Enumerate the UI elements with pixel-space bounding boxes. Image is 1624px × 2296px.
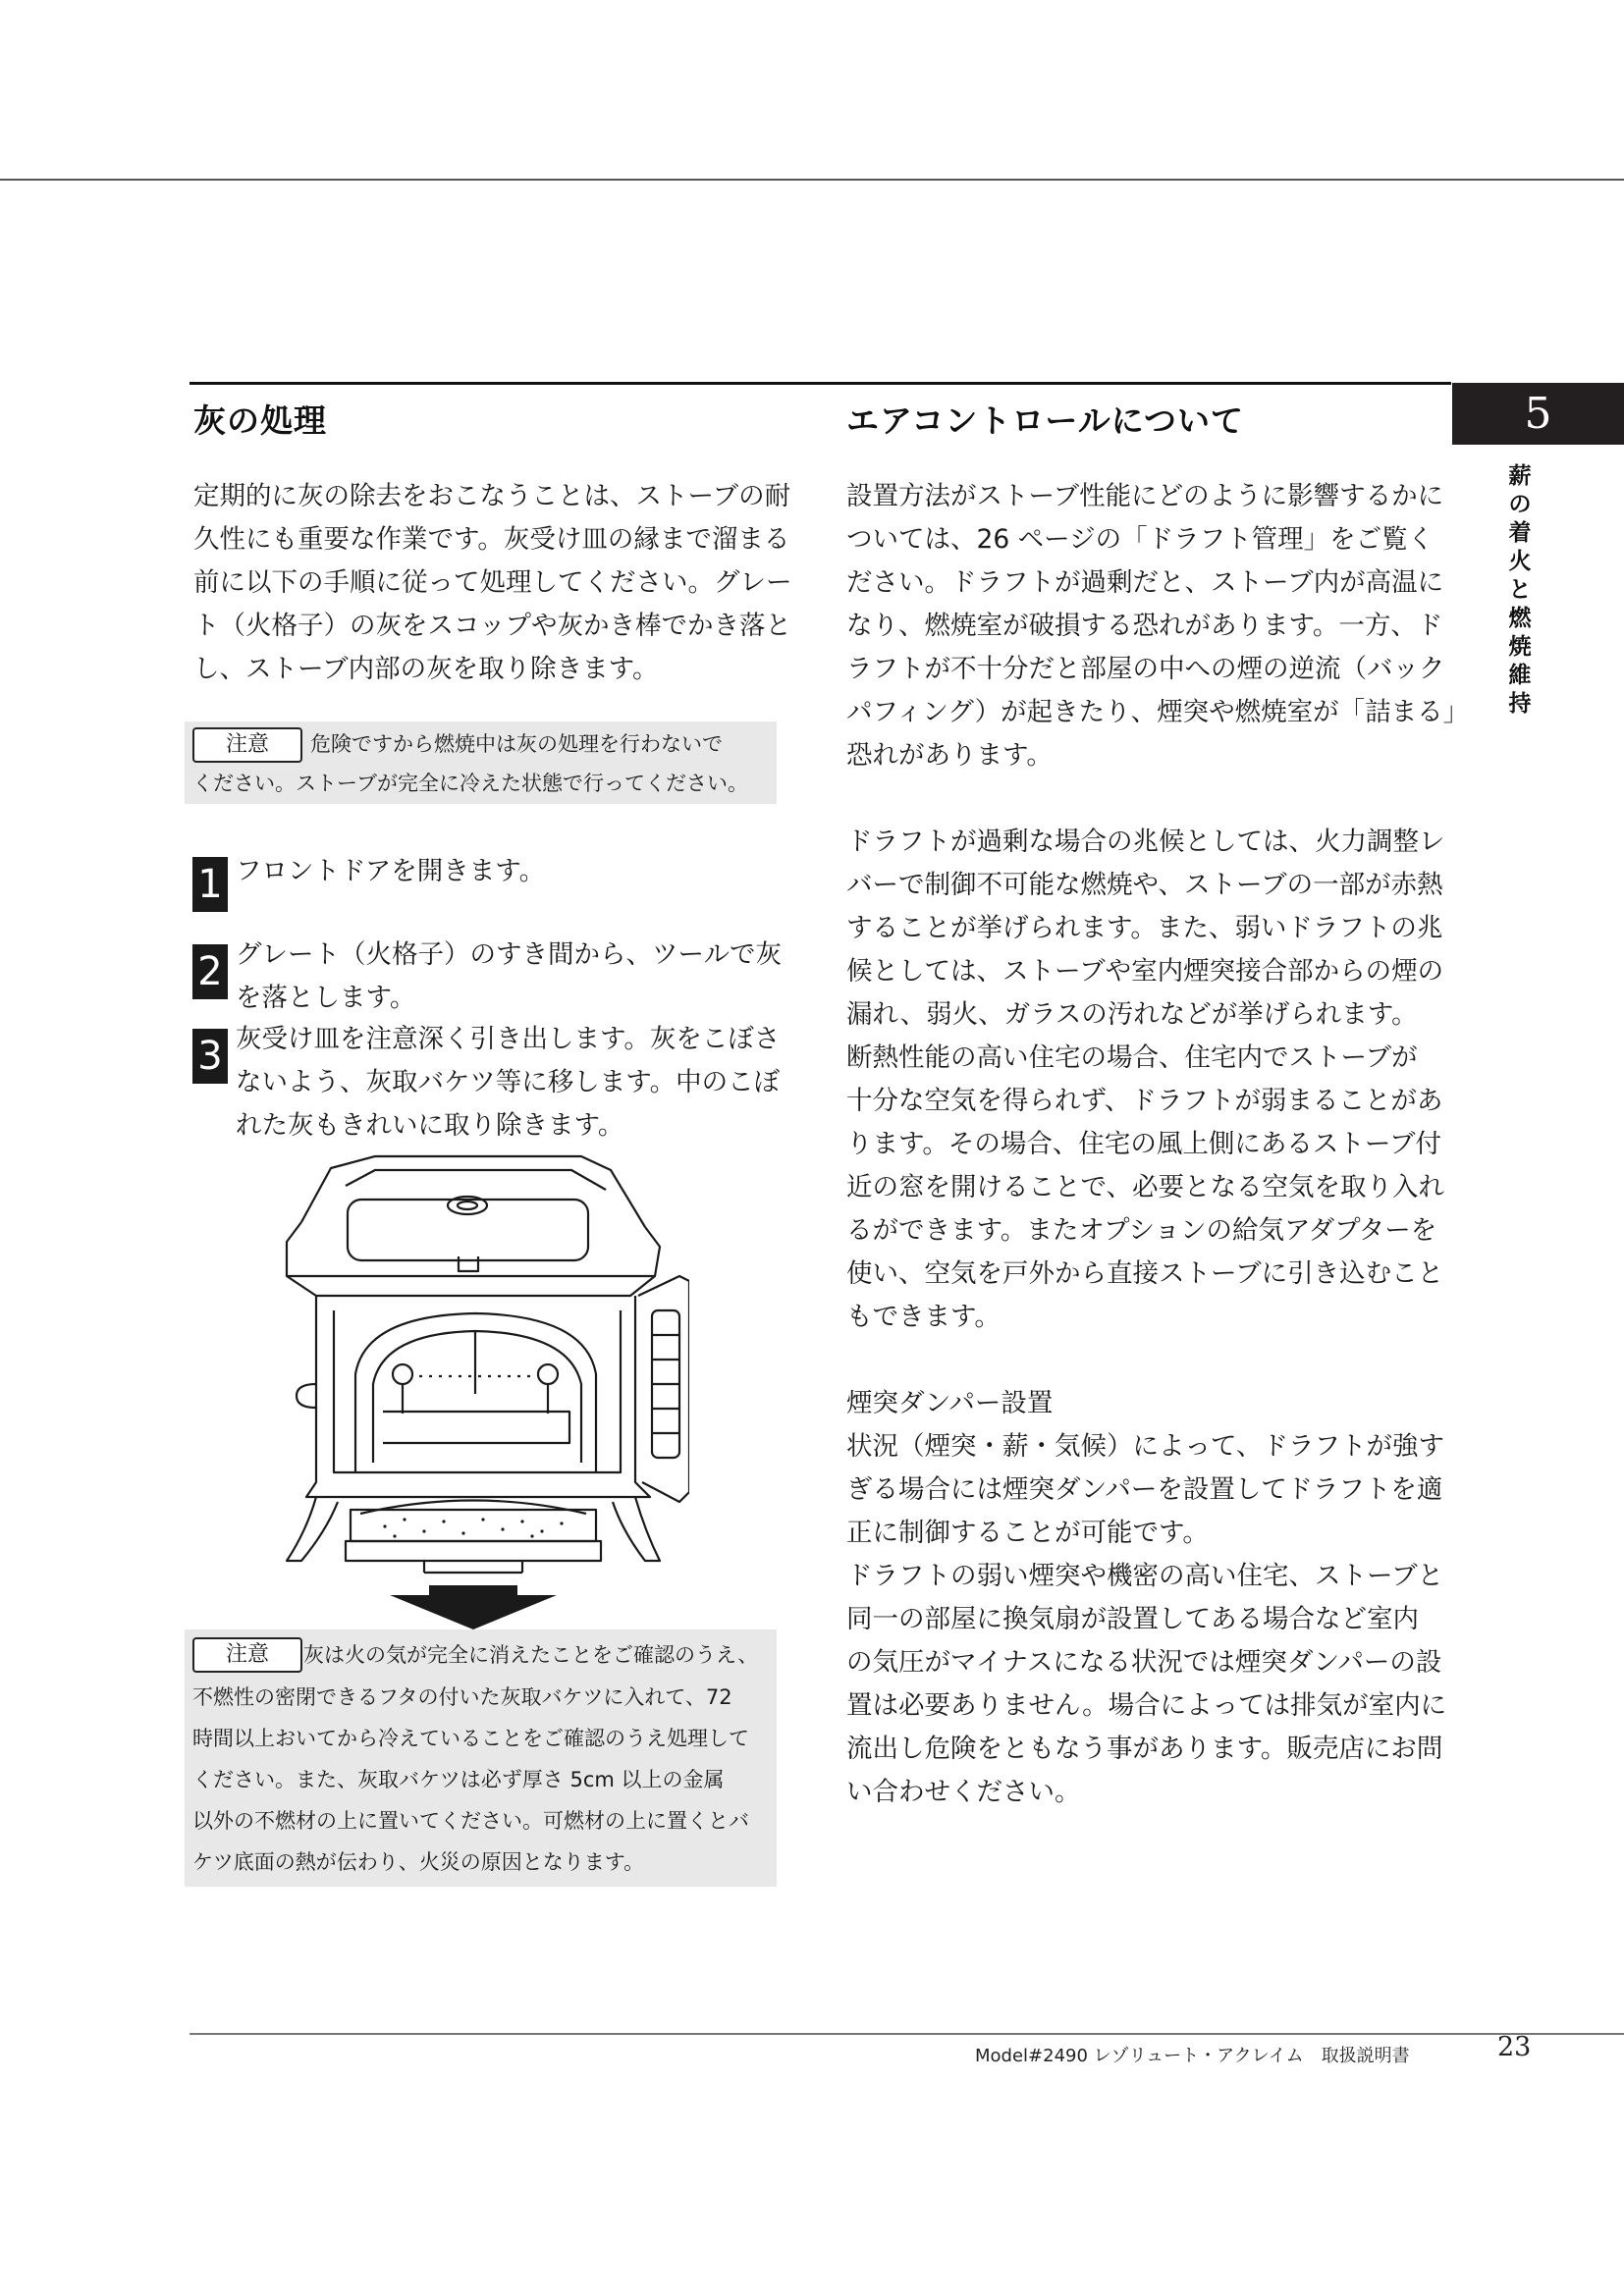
- step-3-text: 灰受け皿を注意深く引き出します。灰をこぼさ ないよう、灰取バケツ等に移します。中のこぼ れた灰もきれいに取り除きます。: [236, 1024, 781, 1141]
- caution-label-2: 注意: [192, 1637, 302, 1673]
- section-title-air-control: エアコントロールについて: [846, 401, 1245, 440]
- header-rule: [189, 382, 1451, 385]
- step-3-number: 3: [192, 1029, 228, 1084]
- air-control-paragraph: 設置方法がストーブ性能にどのように影響するかに ついては、26 ページの「ドラフト管理」をご覧く ださい。ドラフトが過剰だと、ストーブ内が高温に なり、燃焼室が破損する恐れがあります。一方、ド ラフトが不十分だと部屋の中への煙の逆流（バック パフィング）が起きたり、煙突や燃焼室が「詰まる」 恐れがあります。 ドラフトが過剰な場合の兆候としては、火力調整レ バーで制御不可能な燃焼や、ストーブの一部が赤熱 することが挙げられます。また、弱いドラフトの兆 候としては、ストーブや室内煙突接合部からの煙の 漏れ、弱火、ガラスの汚れなどが挙げられます。 断熱性能の高い住宅の場合、住宅内でストーブが 十分な空気を得られず、ドラフトが弱まることがあ ります。その場合、住宅の風上側にあるストーブ付 近の窓を開けることで、必要となる空気を取り入れ るができます。またオプションの給気アダプターを 使い、空気を戸外から直接ストーブに引き込むこと もできます。 煙突ダンパー設置 状況（煙突・薪・気候）によって、ドラフトが強す ぎる場合には煙突ダンパーを設置してドラフトを適 正に制御することが可能です。 ドラフトの弱い煙突や機密の高い住宅、ストーブと 同一の部屋に換気扇が設置してある場合など室内 の気圧がマイナスになる状況では煙突ダンパーの設 置は必要ありません。場合によっては排気が室内に 流出し危険をともなう事があります。販売店にお問 い合わせください。: [846, 481, 1470, 1807]
- page-number: 23: [1497, 2032, 1532, 2062]
- top-rule: [0, 179, 1624, 181]
- caution-label-1: 注意: [192, 727, 302, 763]
- footer-rule: [189, 2033, 1624, 2035]
- stove-ash-pan-illustration: [257, 1148, 689, 1629]
- step-1-text: フロントドアを開きます。: [236, 856, 546, 886]
- caution-text-2-lines: 不燃性の密閉できるフタの付いた灰取バケツに入れて、72 時間以上おいてから冷えていることをご確認のうえ処理して ください。また、灰取バケツは必ず厚さ 5cm 以上の金属 以外の不燃材の上に置いてください。可燃材の上に置くとバ ケツ底面の熱が伝わり、火災の原因となります。: [192, 1685, 749, 1874]
- caution-text-1-line-2: ください。ストーブが完全に冷えた状態で行ってください。: [192, 772, 748, 795]
- step-2-number: 2: [192, 944, 228, 999]
- caution-text-1-line-1: 危険ですから燃焼中は灰の処理を行わないで: [310, 732, 723, 756]
- chapter-vertical-title: 薪 の 着 火 と 燃 焼 維 持: [1508, 462, 1532, 717]
- section-title-ash: 灰の処理: [193, 401, 327, 440]
- step-1-number: 1: [192, 857, 228, 912]
- chimney-damper-heading: 煙突ダンパー設置: [846, 1388, 1054, 1418]
- chapter-number: 5: [1452, 383, 1624, 445]
- caution-text-2-line-1: 灰は火の気が完全に消えたことをご確認のうえ、: [303, 1643, 759, 1667]
- ash-intro-paragraph: 定期的に灰の除去をおこなうことは、ストーブの耐 久性にも重要な作業です。灰受け皿の縁まで溜まる 前に以下の手順に従って処理してください。グレー ト（火格子）の灰をスコップや灰かき棒でかき落と し、ストーブ内部の灰を取り除きます。: [193, 481, 792, 684]
- footer-model-text: Model#2490 レゾリュート・アクレイム 取扱説明書: [975, 2046, 1410, 2066]
- step-2-text: グレート（火格子）のすき間から、ツールで灰 を落とします。: [236, 939, 782, 1013]
